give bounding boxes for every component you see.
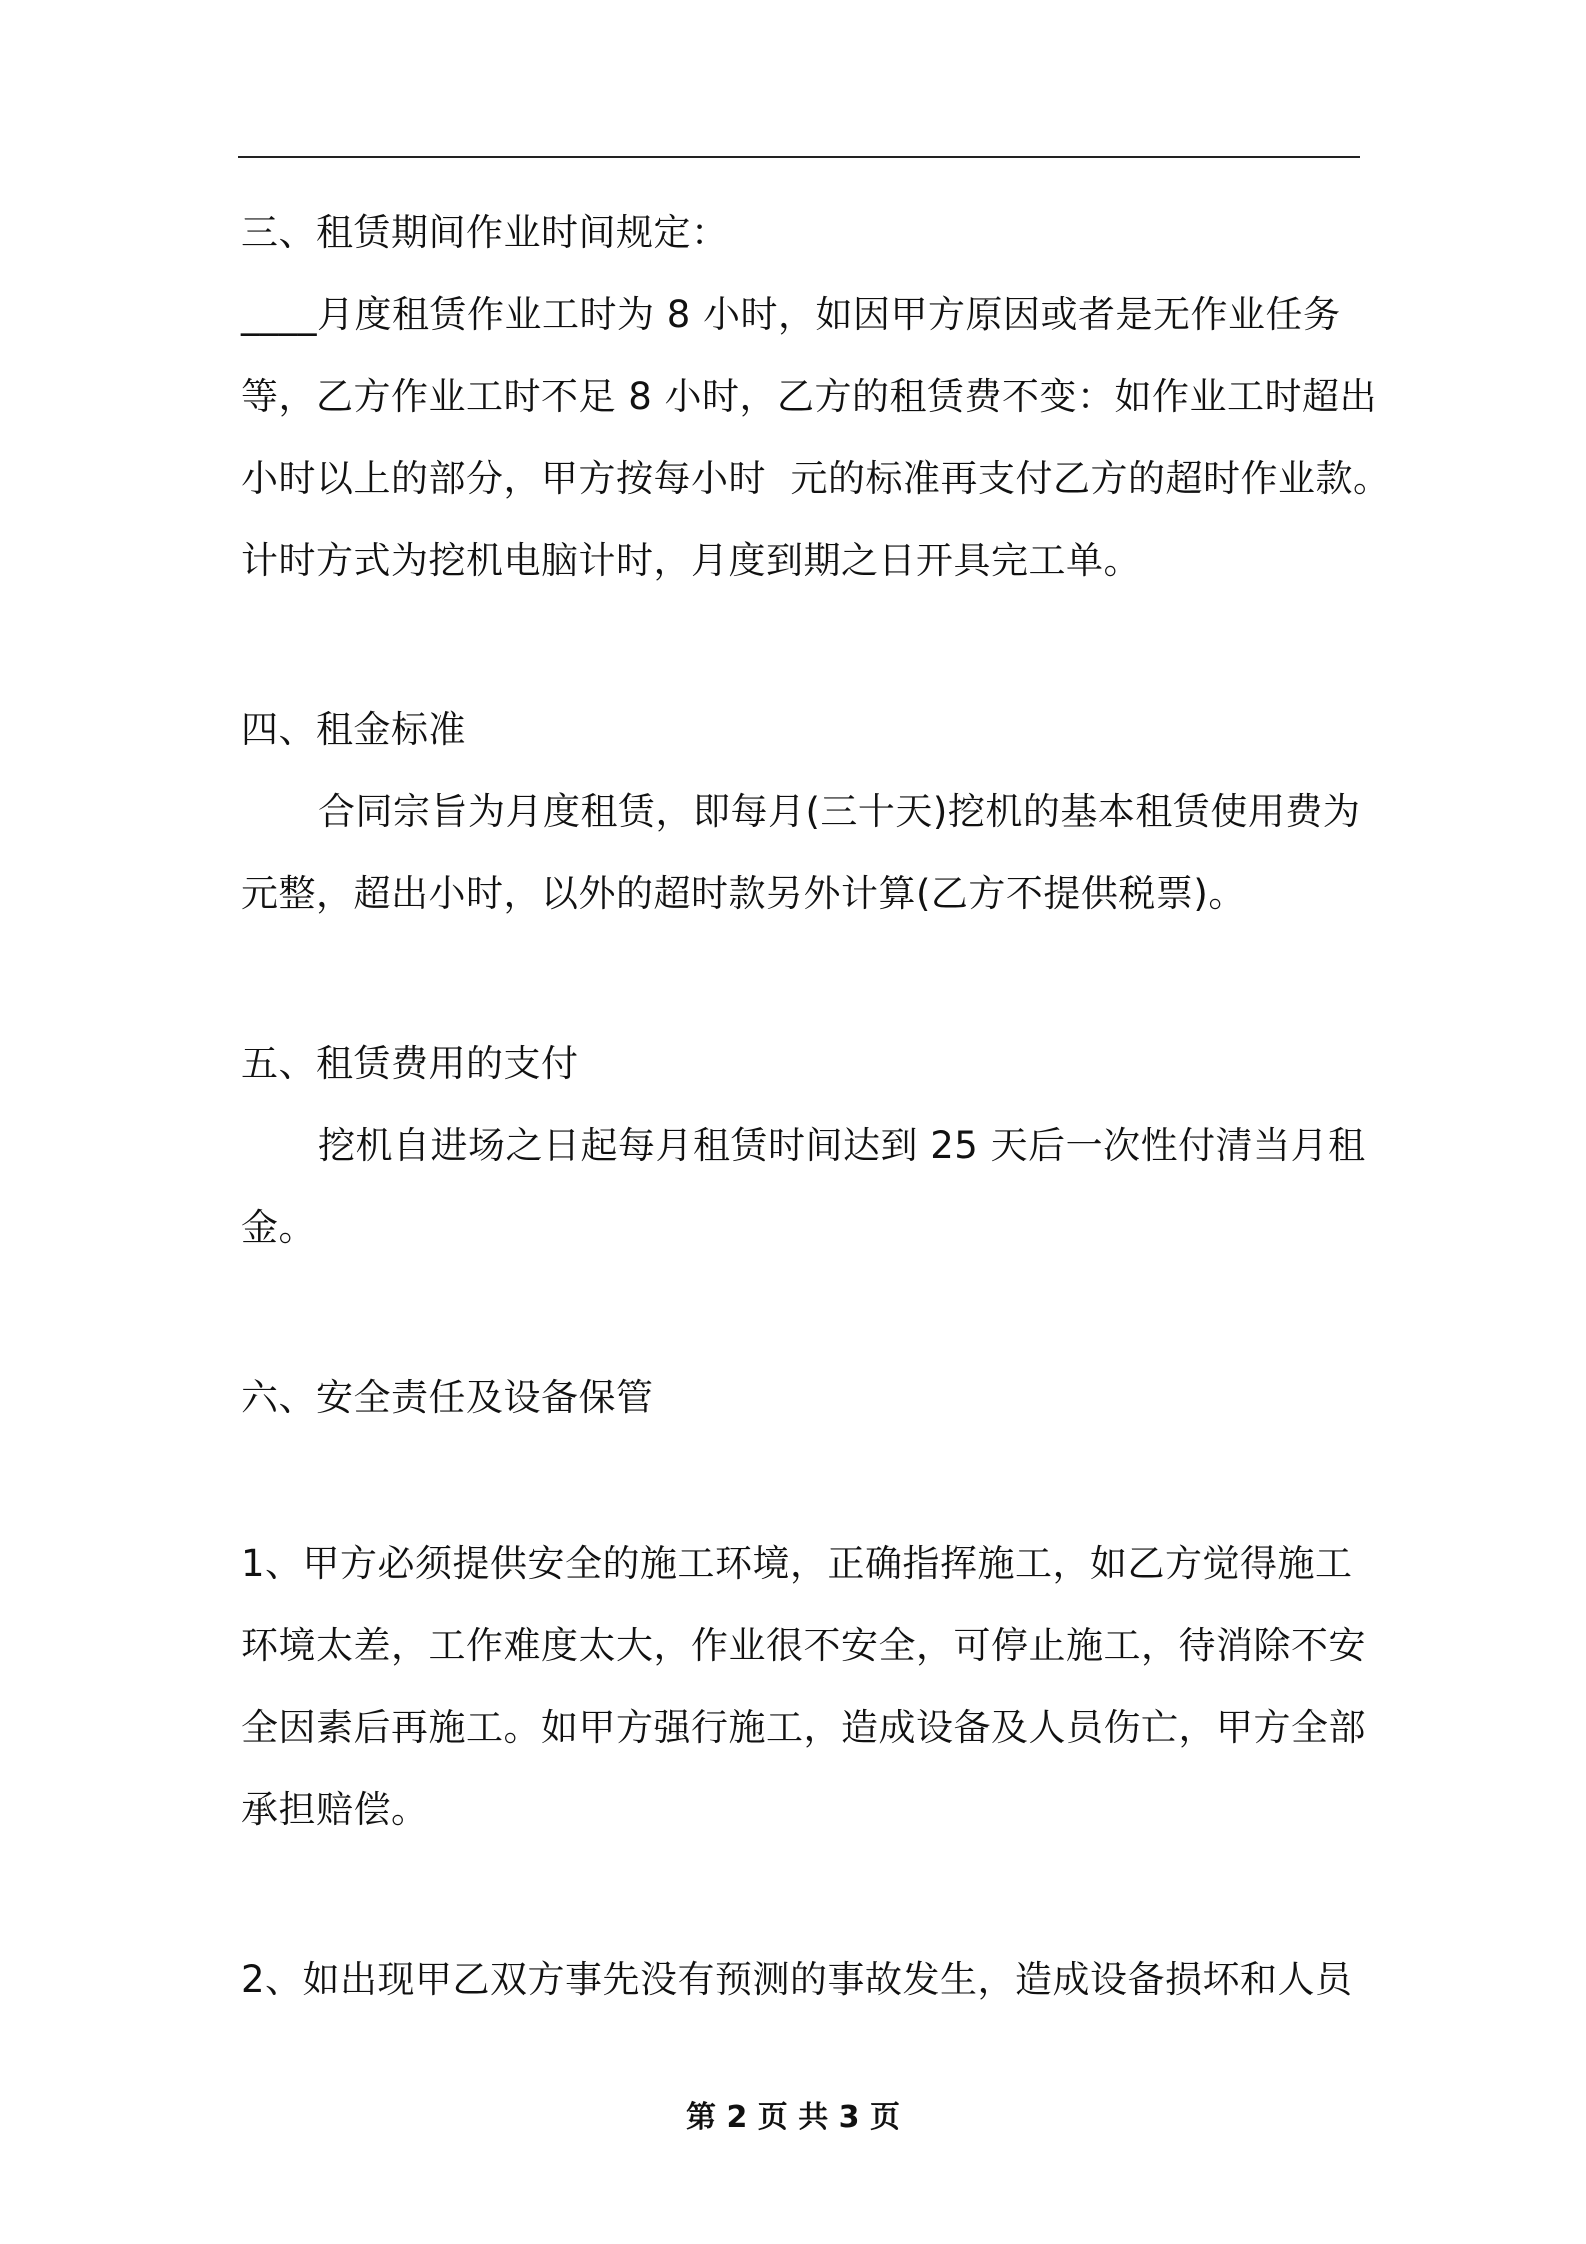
section-5-heading: 五、租赁费用的支付 (241, 1042, 579, 1085)
section-6-item-1-line-2: 环境太差，工作难度太大，作业很不安全，可停止施工，待消除不安 (241, 1624, 1366, 1667)
section-3-line-1: ____月度租赁作业工时为 8 小时，如因甲方原因或者是无作业任务 (241, 293, 1341, 336)
section-3-line-3: 小时以上的部分，甲方按每小时 元的标准再支付乙方的超时作业款。 (241, 457, 1391, 500)
page-indicator: 第 2 页 共 3 页 (686, 2100, 900, 2135)
section-3-line-2: 等，乙方作业工时不足 8 小时，乙方的租赁费不变：如作业工时超出 (241, 375, 1378, 418)
section-6-item-1-line-1: 1、甲方必须提供安全的施工环境，正确指挥施工，如乙方觉得施工 (241, 1542, 1353, 1585)
section-3-line-4: 计时方式为挖机电脑计时，月度到期之日开具完工单。 (241, 539, 1141, 582)
section-4-heading: 四、租金标准 (241, 708, 466, 751)
section-4-line-1: 合同宗旨为月度租赁，即每月(三十天)挖机的基本租赁使用费为 (318, 790, 1361, 833)
section-6-item-1-line-4: 承担赔偿。 (241, 1788, 429, 1831)
section-6-heading: 六、安全责任及设备保管 (241, 1376, 654, 1419)
section-6-item-2-line-1: 2、如出现甲乙双方事先没有预测的事故发生，造成设备损坏和人员 (241, 1958, 1353, 2001)
section-5-line-2: 金。 (241, 1206, 316, 1249)
section-4-line-2: 元整，超出小时，以外的超时款另外计算(乙方不提供税票)。 (241, 872, 1246, 915)
header-rule (238, 156, 1360, 158)
section-3-heading: 三、租赁期间作业时间规定： (241, 211, 729, 254)
section-5-line-1: 挖机自进场之日起每月租赁时间达到 25 天后一次性付清当月租 (318, 1124, 1366, 1167)
section-6-item-1-line-3: 全因素后再施工。如甲方强行施工，造成设备及人员伤亡，甲方全部 (241, 1706, 1366, 1749)
